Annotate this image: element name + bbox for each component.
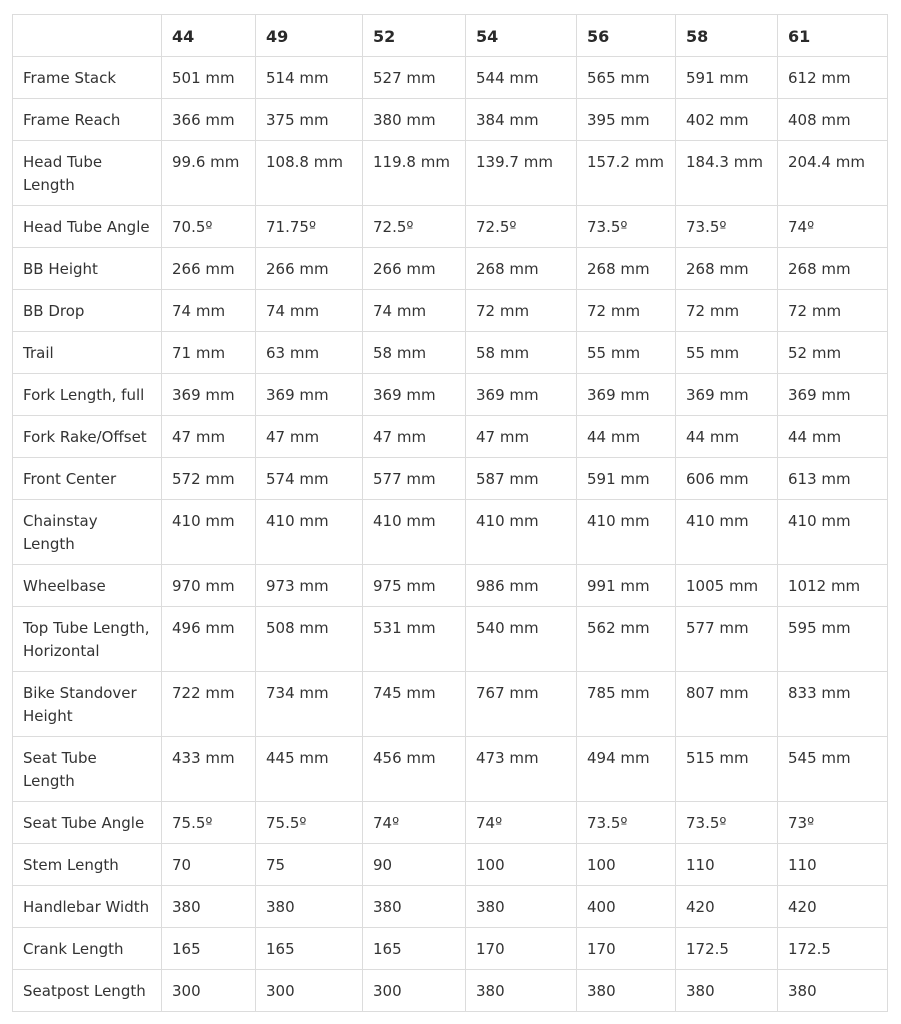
row-label: Fork Rake/Offset	[13, 416, 162, 458]
table-cell: 268 mm	[778, 248, 888, 290]
table-cell: 562 mm	[577, 607, 676, 672]
table-cell: 204.4 mm	[778, 141, 888, 206]
row-label: Trail	[13, 332, 162, 374]
table-cell: 44 mm	[676, 416, 778, 458]
table-cell: 165	[256, 928, 363, 970]
table-cell: 58 mm	[466, 332, 577, 374]
table-cell: 108.8 mm	[256, 141, 363, 206]
table-cell: 165	[162, 928, 256, 970]
table-cell: 375 mm	[256, 99, 363, 141]
table-cell: 369 mm	[466, 374, 577, 416]
column-header-size: 61	[778, 15, 888, 57]
table-row	[13, 844, 888, 886]
table-cell: 58 mm	[363, 332, 466, 374]
table-cell: 268 mm	[676, 248, 778, 290]
table-cell: 514 mm	[256, 57, 363, 99]
table-row	[13, 565, 888, 607]
column-header-size: 54	[466, 15, 577, 57]
table-cell: 47 mm	[363, 416, 466, 458]
table-cell: 970 mm	[162, 565, 256, 607]
table-cell: 157.2 mm	[577, 141, 676, 206]
table-cell: 408 mm	[778, 99, 888, 141]
table-row	[13, 970, 888, 1012]
table-cell: 380	[363, 886, 466, 928]
table-cell: 369 mm	[778, 374, 888, 416]
table-cell: 369 mm	[363, 374, 466, 416]
table-cell: 100	[466, 844, 577, 886]
table-cell: 172.5	[778, 928, 888, 970]
table-cell: 170	[466, 928, 577, 970]
table-cell: 722 mm	[162, 672, 256, 737]
table-row	[13, 672, 888, 737]
table-cell: 545 mm	[778, 737, 888, 802]
table-cell: 73º	[778, 802, 888, 844]
table-cell: 531 mm	[363, 607, 466, 672]
table-row	[13, 290, 888, 332]
table-cell: 612 mm	[778, 57, 888, 99]
table-cell: 99.6 mm	[162, 141, 256, 206]
table-cell: 73.5º	[577, 206, 676, 248]
table-cell: 410 mm	[676, 500, 778, 565]
table-cell: 72 mm	[577, 290, 676, 332]
table-row	[13, 99, 888, 141]
row-label: Handlebar Width	[13, 886, 162, 928]
table-cell: 991 mm	[577, 565, 676, 607]
table-cell: 72 mm	[466, 290, 577, 332]
table-row	[13, 500, 888, 565]
row-label: Head Tube Angle	[13, 206, 162, 248]
table-cell: 44 mm	[577, 416, 676, 458]
table-cell: 139.7 mm	[466, 141, 577, 206]
table-cell: 420	[778, 886, 888, 928]
table-cell: 574 mm	[256, 458, 363, 500]
table-cell: 380	[466, 886, 577, 928]
table-cell: 473 mm	[466, 737, 577, 802]
table-cell: 369 mm	[256, 374, 363, 416]
table-cell: 74º	[363, 802, 466, 844]
table-cell: 410 mm	[577, 500, 676, 565]
table-cell: 402 mm	[676, 99, 778, 141]
table-cell: 410 mm	[778, 500, 888, 565]
table-cell: 410 mm	[256, 500, 363, 565]
table-cell: 119.8 mm	[363, 141, 466, 206]
table-cell: 47 mm	[162, 416, 256, 458]
table-cell: 55 mm	[676, 332, 778, 374]
table-cell: 75	[256, 844, 363, 886]
column-header-size: 52	[363, 15, 466, 57]
table-cell: 72 mm	[676, 290, 778, 332]
table-cell: 73.5º	[577, 802, 676, 844]
row-label: Seat Tube Length	[13, 737, 162, 802]
table-cell: 90	[363, 844, 466, 886]
table-cell: 565 mm	[577, 57, 676, 99]
column-header-size: 49	[256, 15, 363, 57]
row-label: Fork Length, full	[13, 374, 162, 416]
table-cell: 380	[577, 970, 676, 1012]
table-cell: 384 mm	[466, 99, 577, 141]
corner-cell	[13, 15, 162, 57]
table-row	[13, 57, 888, 99]
table-cell: 380 mm	[363, 99, 466, 141]
row-label: Front Center	[13, 458, 162, 500]
table-cell: 1012 mm	[778, 565, 888, 607]
table-cell: 410 mm	[466, 500, 577, 565]
table-cell: 577 mm	[363, 458, 466, 500]
row-label: Head Tube Length	[13, 141, 162, 206]
table-cell: 410 mm	[162, 500, 256, 565]
table-row	[13, 332, 888, 374]
table-cell: 70	[162, 844, 256, 886]
table-row	[13, 458, 888, 500]
table-cell: 380	[256, 886, 363, 928]
table-cell: 74 mm	[256, 290, 363, 332]
table-cell: 591 mm	[676, 57, 778, 99]
table-cell: 300	[162, 970, 256, 1012]
table-body	[13, 57, 888, 1012]
table-cell: 52 mm	[778, 332, 888, 374]
table-row	[13, 206, 888, 248]
table-cell: 71.75º	[256, 206, 363, 248]
table-cell: 73.5º	[676, 802, 778, 844]
table-cell: 170	[577, 928, 676, 970]
table-cell: 613 mm	[778, 458, 888, 500]
row-label: Crank Length	[13, 928, 162, 970]
table-row	[13, 141, 888, 206]
row-label: Frame Reach	[13, 99, 162, 141]
column-header-size: 44	[162, 15, 256, 57]
table-cell: 268 mm	[466, 248, 577, 290]
table-cell: 63 mm	[256, 332, 363, 374]
table-cell: 266 mm	[363, 248, 466, 290]
table-cell: 110	[676, 844, 778, 886]
table-cell: 745 mm	[363, 672, 466, 737]
table-cell: 70.5º	[162, 206, 256, 248]
table-cell: 72 mm	[778, 290, 888, 332]
table-cell: 266 mm	[162, 248, 256, 290]
table-row	[13, 802, 888, 844]
table-row	[13, 886, 888, 928]
table-row	[13, 928, 888, 970]
table-cell: 501 mm	[162, 57, 256, 99]
table-cell: 380	[778, 970, 888, 1012]
table-cell: 71 mm	[162, 332, 256, 374]
table-cell: 72.5º	[466, 206, 577, 248]
row-label: BB Height	[13, 248, 162, 290]
table-row	[13, 416, 888, 458]
table-cell: 300	[363, 970, 466, 1012]
table-cell: 975 mm	[363, 565, 466, 607]
table-cell: 74º	[466, 802, 577, 844]
table-cell: 400	[577, 886, 676, 928]
table-cell: 433 mm	[162, 737, 256, 802]
table-row	[13, 248, 888, 290]
table-row	[13, 737, 888, 802]
column-header-size: 58	[676, 15, 778, 57]
table-cell: 577 mm	[676, 607, 778, 672]
table-cell: 591 mm	[577, 458, 676, 500]
table-cell: 74º	[778, 206, 888, 248]
table-row	[13, 374, 888, 416]
row-label: Top Tube Length, Horizontal	[13, 607, 162, 672]
table-cell: 527 mm	[363, 57, 466, 99]
geometry-table	[12, 14, 888, 1012]
table-cell: 445 mm	[256, 737, 363, 802]
row-label: Frame Stack	[13, 57, 162, 99]
table-cell: 268 mm	[577, 248, 676, 290]
geometry-table-container	[12, 14, 888, 1012]
row-label: Seatpost Length	[13, 970, 162, 1012]
table-cell: 508 mm	[256, 607, 363, 672]
row-label: Bike Standover Height	[13, 672, 162, 737]
table-cell: 595 mm	[778, 607, 888, 672]
table-cell: 572 mm	[162, 458, 256, 500]
table-cell: 366 mm	[162, 99, 256, 141]
table-cell: 606 mm	[676, 458, 778, 500]
table-cell: 420	[676, 886, 778, 928]
table-cell: 410 mm	[363, 500, 466, 565]
table-cell: 74 mm	[162, 290, 256, 332]
table-cell: 734 mm	[256, 672, 363, 737]
table-cell: 266 mm	[256, 248, 363, 290]
table-cell: 395 mm	[577, 99, 676, 141]
column-header-size: 56	[577, 15, 676, 57]
table-row	[13, 607, 888, 672]
table-cell: 75.5º	[162, 802, 256, 844]
table-cell: 1005 mm	[676, 565, 778, 607]
table-cell: 72.5º	[363, 206, 466, 248]
table-cell: 807 mm	[676, 672, 778, 737]
row-label: Seat Tube Angle	[13, 802, 162, 844]
table-cell: 44 mm	[778, 416, 888, 458]
table-cell: 986 mm	[466, 565, 577, 607]
table-cell: 369 mm	[162, 374, 256, 416]
table-cell: 515 mm	[676, 737, 778, 802]
table-cell: 47 mm	[256, 416, 363, 458]
table-cell: 74 mm	[363, 290, 466, 332]
table-cell: 110	[778, 844, 888, 886]
table-cell: 380	[676, 970, 778, 1012]
table-cell: 456 mm	[363, 737, 466, 802]
table-cell: 172.5	[676, 928, 778, 970]
table-cell: 544 mm	[466, 57, 577, 99]
table-cell: 55 mm	[577, 332, 676, 374]
table-cell: 767 mm	[466, 672, 577, 737]
row-label: Stem Length	[13, 844, 162, 886]
table-cell: 165	[363, 928, 466, 970]
table-cell: 496 mm	[162, 607, 256, 672]
table-cell: 587 mm	[466, 458, 577, 500]
table-cell: 100	[577, 844, 676, 886]
table-cell: 973 mm	[256, 565, 363, 607]
table-cell: 833 mm	[778, 672, 888, 737]
table-cell: 73.5º	[676, 206, 778, 248]
header-row	[13, 15, 888, 57]
table-cell: 369 mm	[577, 374, 676, 416]
table-cell: 75.5º	[256, 802, 363, 844]
table-cell: 540 mm	[466, 607, 577, 672]
table-cell: 380	[466, 970, 577, 1012]
table-cell: 785 mm	[577, 672, 676, 737]
table-cell: 369 mm	[676, 374, 778, 416]
row-label: Wheelbase	[13, 565, 162, 607]
row-label: BB Drop	[13, 290, 162, 332]
table-cell: 300	[256, 970, 363, 1012]
row-label: Chainstay Length	[13, 500, 162, 565]
table-cell: 184.3 mm	[676, 141, 778, 206]
table-cell: 380	[162, 886, 256, 928]
table-cell: 494 mm	[577, 737, 676, 802]
table-cell: 47 mm	[466, 416, 577, 458]
